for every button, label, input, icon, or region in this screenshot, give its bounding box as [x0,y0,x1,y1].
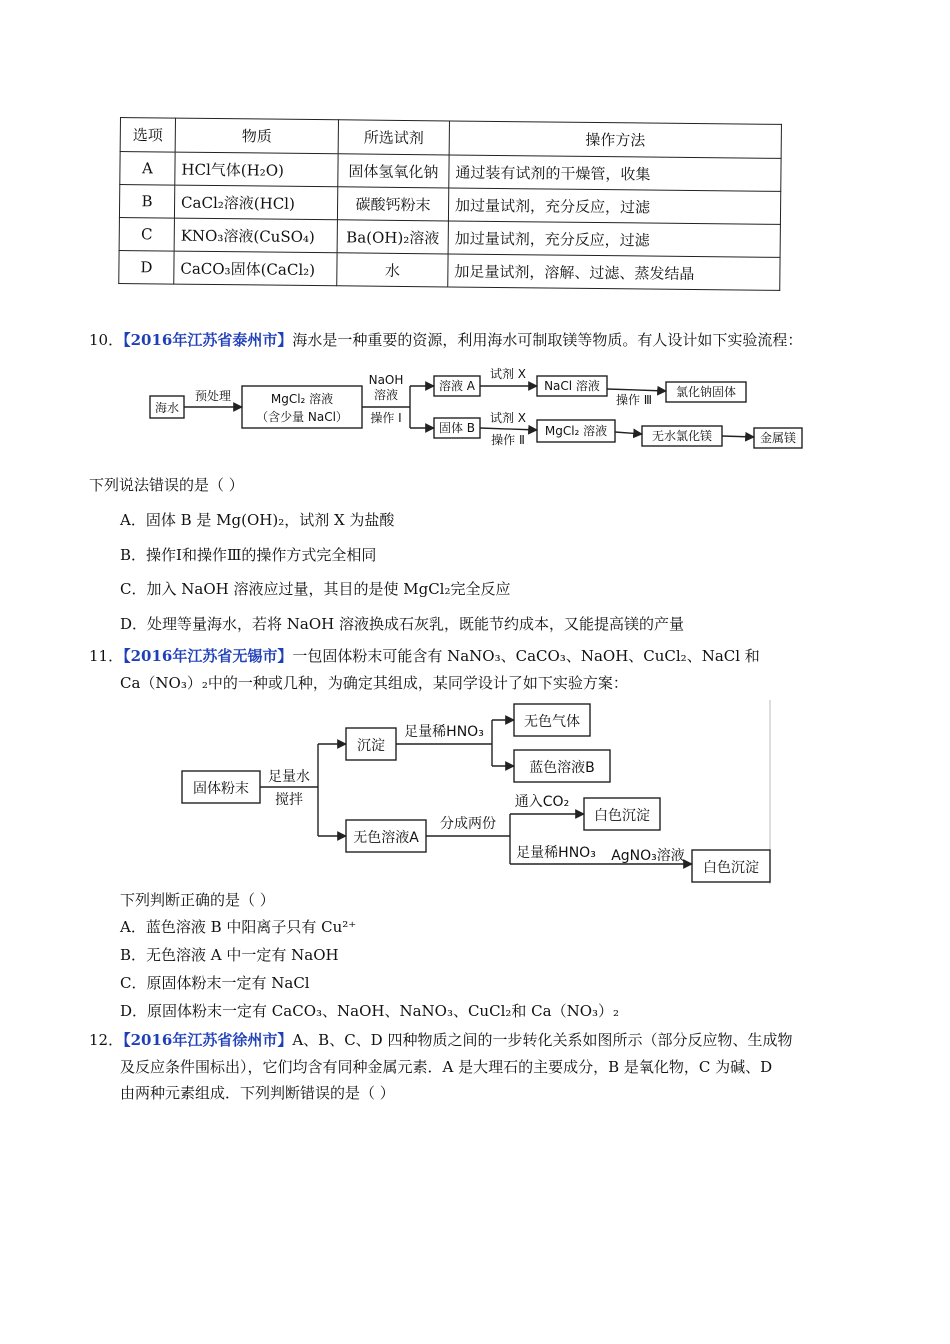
q11-option-a: A．蓝色溶液 B 中阳离子只有 Cu²⁺ [120,918,357,936]
label-co2: 通入CO₂ [514,794,570,810]
label-solid-b: 固体 B [438,421,476,435]
q11-source-tag: 【2016年江苏省无锡市】 [123,647,293,665]
q11-stem-line2: Ca（NO₃）₂中的一种或几种，为确定其组成，某同学设计了如下实验方案： [120,674,628,692]
label-colorless-gas: 无色气体 [524,714,580,730]
label-nacl-solution: NaCl 溶液 [544,379,600,393]
q12-number: 12． [89,1031,124,1049]
label-naoh-line1: NaOH [368,373,404,387]
q11-header [89,646,760,666]
label-op1: 操作 Ⅰ [370,411,402,425]
q12-source-tag: 【2016年江苏省徐州市】 [123,1031,293,1049]
label-precipitate: 沉淀 [357,738,385,754]
label-anhydrous-mgcl2: 无水氯化镁 [651,429,713,443]
q11-option-d: D．原固体粉末一定有 CaCO₃、NaOH、NaNO₃、CuCl₂和 Ca（NO₃）₂ [120,1002,620,1020]
reagent-table [118,117,782,291]
row-reagent: Ba(OH)₂溶液 [337,220,448,254]
arrow-reagent-x-bottom [480,428,537,430]
label-white-precipitate-1: 白色沉淀 [594,808,650,824]
q11-stem-line1: 一包固体粉末可能含有 NaNO₃、CaCO₃、NaOH、CuCl₂、NaCl 和 [292,647,760,665]
label-mgcl2-solution: MgCl₂ 溶液 [544,424,608,438]
q10-option-b: B．操作Ⅰ和操作Ⅲ的操作方式完全相同 [120,546,377,564]
label-metal-mg: 金属镁 [759,431,797,445]
row-option: C [119,217,174,251]
arrow-to-anhydrous [615,432,642,434]
table-row [119,250,780,290]
q11-option-b: B．无色溶液 A 中一定有 NaOH [120,946,339,964]
header-method: 操作方法 [449,121,781,158]
header-substance: 物质 [175,118,338,154]
q11-prompt: 下列判断正确的是（ ） [120,891,275,909]
label-split: 分成两份 [440,816,496,832]
row-reagent: 固体氢氧化钠 [338,154,449,188]
row-option: D [119,250,174,284]
arrow-op3 [607,389,666,391]
q12-line2: 及反应条件围标出），它们均含有同种金属元素．A 是大理石的主要成分，B 是氧化物，C 为碱、D [120,1058,773,1076]
q11-flow-diagram [176,700,776,886]
row-method: 通过装有试剂的干燥管，收集 [449,155,781,191]
label-solution-a: 溶液 A [438,379,476,393]
label-reagent-x-bottom: 试剂 X [489,411,527,425]
q10-option-d: D．处理等量海水，若将 NaOH 溶液换成石灰乳，既能节约成本，又能提高镁的产量 [120,615,685,633]
q12-header [89,1030,792,1050]
label-agno3: AgNO₃溶液 [611,848,685,864]
row-substance: KNO₃溶液(CuSO₄) [174,218,337,253]
label-seawater: 海水 [154,401,180,415]
row-method: 加过量试剂，充分反应，过滤 [448,188,780,224]
q10-flow-diagram [140,362,810,454]
label-op2: 操作 Ⅱ [491,433,525,447]
q10-number: 10． [89,331,124,349]
q10-option-c: C．加入 NaOH 溶液应过量，其目的是使 MgCl₂完全反应 [120,580,511,598]
label-reagent-x-top: 试剂 X [489,367,527,381]
row-substance: CaCl₂溶液(HCl) [174,185,337,220]
row-reagent: 碳酸钙粉末 [337,187,448,221]
q10-stem: 海水是一种重要的资源，利用海水可制取镁等物质。有人设计如下实验流程： [292,331,803,349]
header-reagent: 所选试剂 [338,120,449,155]
q11-number: 11． [89,647,124,665]
label-water: 足量水 [268,769,310,785]
label-op3: 操作 Ⅲ [615,393,653,407]
row-substance: CaCO₃固体(CaCl₂) [174,251,337,286]
header-option: 选项 [120,118,175,153]
q12-line1: A、B、C、D 四种物质之间的一步转化关系如图所示（部分反应物、生成物 [292,1031,793,1049]
row-option: A [120,152,175,186]
q11-option-c: C．原固体粉末一定有 NaCl [120,974,310,992]
label-blue-solution-b: 蓝色溶液B [529,760,595,776]
label-hno3-top: 足量稀HNO₃ [404,724,484,740]
row-option: B [119,185,174,219]
label-stir: 搅拌 [275,792,303,808]
label-mgcl2-line2: （含少量 NaCl） [256,410,348,424]
label-nacl-solid: 氯化钠固体 [675,385,737,399]
q10-option-a: A．固体 B 是 Mg(OH)₂，试剂 X 为盐酸 [120,511,395,529]
label-hno3-bottom: 足量稀HNO₃ [516,845,596,861]
q10-header [89,330,802,350]
row-substance: HCl气体(H₂O) [175,152,338,187]
q10-prompt: 下列说法错误的是（ ） [89,476,244,494]
label-colorless-solution-a: 无色溶液A [353,830,419,846]
label-powder: 固体粉末 [193,781,249,797]
row-method: 加过量试剂，充分反应，过滤 [448,221,780,257]
arrow-to-metal-mg [722,436,754,437]
label-white-precipitate-2: 白色沉淀 [703,860,759,876]
q10-source-tag: 【2016年江苏省泰州市】 [123,331,293,349]
q12-line3: 由两种元素组成．下列判断错误的是（ ） [120,1084,395,1102]
row-reagent: 水 [337,253,448,287]
label-naoh-line2: 溶液 [373,388,399,402]
label-mgcl2-line1: MgCl₂ 溶液 [270,392,334,406]
row-method: 加足量试剂，溶解、过滤、蒸发结晶 [448,254,780,290]
label-pretreat: 预处理 [194,389,232,403]
